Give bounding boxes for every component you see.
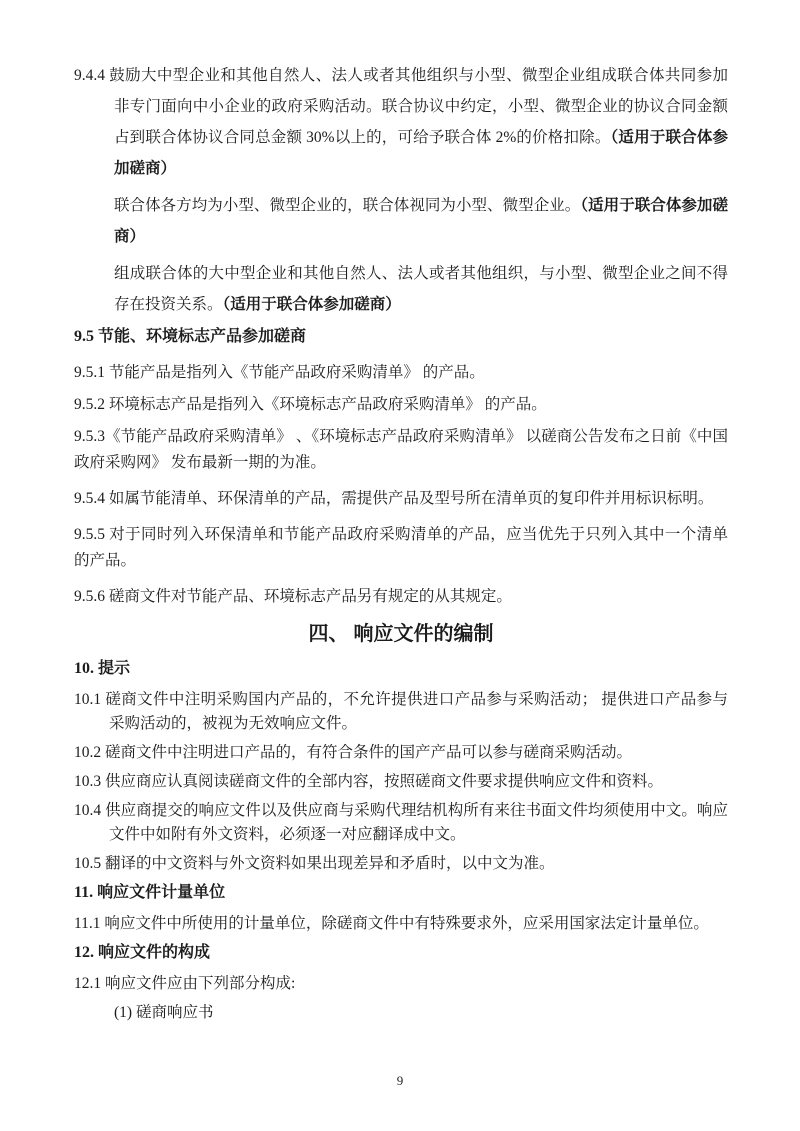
clause-10-1: 10.1 磋商文件中注明采购国内产品的，不允许提供进口产品参与采购活动； 提供进口产品参与采购活动的，被视为无效响应文件。 <box>74 691 728 732</box>
clause-9-4-4-text: 9.4.4 鼓励大中型企业和其他自然人、法人或者其他组织与小型、微型企业组成联合体共同参加非专门面向中小企业的政府采购活动。联合协议中约定，小型、微型企业的协议合同金额占到联合体协议合同总金额 30%以上的，可给予联合体 2%的价格扣除。 <box>74 67 728 146</box>
clause-joint-equal-bold-note: （适用于联合体参加磋商） <box>114 197 728 245</box>
clause-joint-investment-bold-note: （适用于联合体参加磋商） <box>222 296 401 313</box>
clause-9-4-4 <box>74 60 728 184</box>
clause-12-1: 12.1 响应文件应由下列部分构成: <box>74 975 296 992</box>
clause-9-5-5: 9.5.5 对于同时列入环保清单和节能产品政府采购清单的产品，应当优先于只列入其中一个清单的产品。 <box>74 526 728 569</box>
clause-10-2: 10.2 磋商文件中注明进口产品的，有符合条件的国产产品可以参与磋商采购活动。 <box>74 744 633 761</box>
clause-9-5-2: 9.5.2 环境标志产品是指列入《环境标志产品政府采购清单》 的产品。 <box>74 396 547 413</box>
page-footer <box>0 1073 800 1089</box>
clause-9-5-3: 9.5.3《节能产品政府采购清单》 、《环境标志产品政府采购清单》 以磋商公告发布之日前《中国政府采购网》 发布最新一期的为准。 <box>74 428 728 471</box>
clause-10-3: 10.3 供应商应认真阅读磋商文件的全部内容，按照磋商文件要求提供响应文件和资料。 <box>74 773 664 790</box>
page-number: 9 <box>396 1073 404 1088</box>
heading-12: 12. 响应文件的构成 <box>74 944 211 961</box>
clause-joint-investment-text: 组成联合体的大中型企业和其他自然人、法人或者其他组织，与小型、微型企业之间不得存在投资关系。 <box>114 265 728 313</box>
clause-9-5-1: 9.5.1 节能产品是指列入《节能产品政府采购清单》 的产品。 <box>74 364 485 381</box>
heading-9-5: 9.5 节能、环境标志产品参加磋商 <box>74 328 307 345</box>
clause-10-5: 10.5 翻译的中文资料与外文资料如果出现差异和矛盾时，以中文为准。 <box>74 855 555 872</box>
heading-chapter-4: 四、 响应文件的编制 <box>308 623 494 645</box>
heading-11: 11. 响应文件计量单位 <box>74 884 226 901</box>
clause-joint-equal <box>74 190 728 252</box>
clause-9-5-4: 9.5.4 如属节能清单、环保清单的产品，需提供产品及型号所在清单页的复印件并用标识标明。 <box>74 490 714 507</box>
clause-11-1: 11.1 响应文件中所使用的计量单位，除磋商文件中有特殊要求外，应采用国家法定计量单位。 <box>74 915 709 932</box>
heading-10: 10. 提示 <box>74 660 131 677</box>
clause-9-4-4-bold-note: （适用于联合体参加磋商） <box>114 129 728 177</box>
list-item-1: (1) 磋商响应书 <box>114 1004 214 1021</box>
clause-joint-equal-text: 联合体各方均为小型、微型企业的，联合体视同为小型、微型企业。 <box>114 197 581 214</box>
clause-joint-investment <box>74 258 728 320</box>
clause-10-4: 10.4 供应商提交的响应文件以及供应商与采购代理结机构所有来往书面文件均须使用中文。响应文件中如附有外文资料，必须逐一对应翻译成中文。 <box>74 802 728 843</box>
clause-9-5-6: 9.5.6 磋商文件对节能产品、环境标志产品另有规定的从其规定。 <box>74 588 512 605</box>
